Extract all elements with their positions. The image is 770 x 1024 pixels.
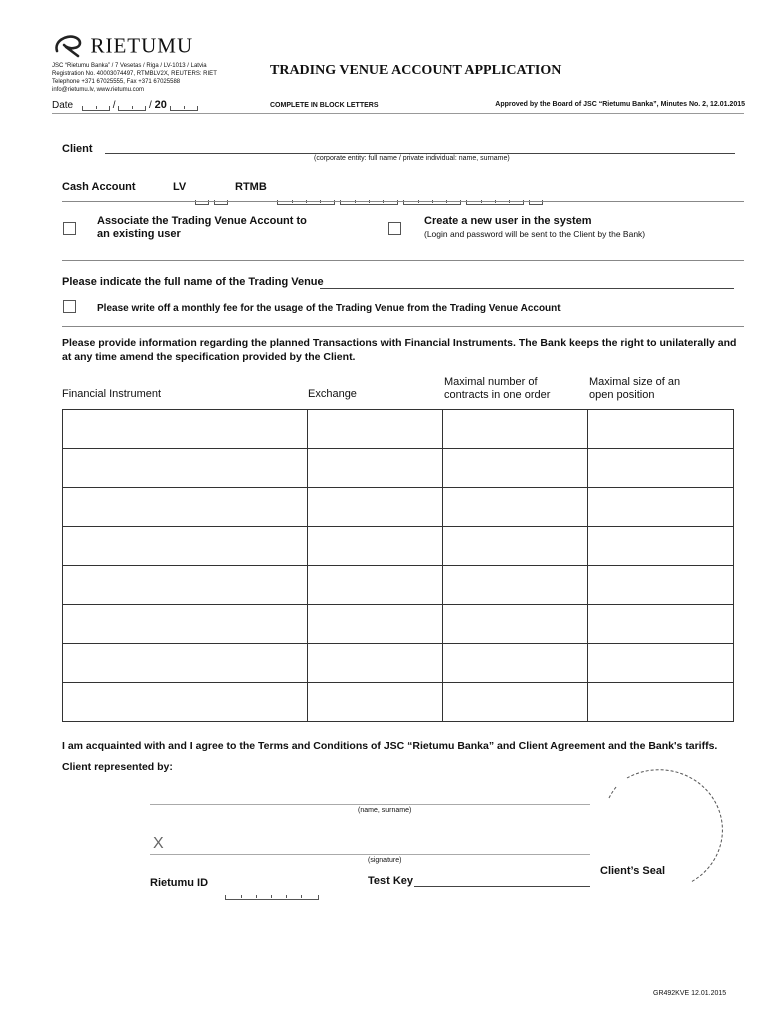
table-cell[interactable] [63, 683, 308, 722]
rietumu-logo-icon [52, 33, 86, 59]
bank-info [52, 62, 217, 94]
lv-label: LV [173, 181, 187, 193]
table-cell[interactable] [588, 449, 734, 488]
rtmb-label: RTMB [235, 181, 267, 193]
transactions-info: Please provide information regarding the planned Transactions with Financial Instruments. The Bank keeps the right to unilaterally and at any time amend the specification provided by the Client. [62, 337, 737, 363]
table-row [63, 449, 734, 488]
cash-account-label: Cash Account [62, 181, 136, 193]
table-cell[interactable] [588, 488, 734, 527]
client-seal-label: Client’s Seal [600, 865, 666, 877]
write-off-fee-checkbox[interactable] [63, 300, 76, 313]
table-cell[interactable] [307, 683, 443, 722]
test-key-label: Test Key [368, 875, 414, 887]
column-header-max-position: Maximal size of an open position [589, 376, 681, 401]
table-row [63, 644, 734, 683]
table-row [63, 683, 734, 722]
date-label: Date [52, 100, 74, 111]
logo [52, 33, 193, 59]
table-row [63, 605, 734, 644]
column-header-max-contracts: Maximal number of contracts in one order [444, 376, 551, 401]
table-cell[interactable] [443, 488, 588, 527]
table-cell[interactable] [63, 605, 308, 644]
table-cell[interactable] [588, 410, 734, 449]
table-cell[interactable] [307, 644, 443, 683]
page-title: TRADING VENUE ACCOUNT APPLICATION [270, 63, 562, 78]
table-cell[interactable] [588, 566, 734, 605]
table-row [63, 566, 734, 605]
table-cell[interactable] [307, 566, 443, 605]
table-cell[interactable] [307, 488, 443, 527]
client-label: Client [62, 143, 93, 155]
name-surname-line[interactable] [150, 804, 590, 805]
table-cell[interactable] [443, 644, 588, 683]
agreement-statement: I am acquainted with and I agree to the Terms and Conditions of JSC “Rietumu Banka” and Client Agreement and the Bank's tariffs. [62, 740, 718, 752]
table-cell[interactable] [588, 683, 734, 722]
table-cell[interactable] [63, 644, 308, 683]
bank-info-line: Registration No. 40003074497, RTMBLV2X, REUTERS: RIET [52, 71, 217, 77]
signature-line[interactable] [150, 854, 590, 855]
table-cell[interactable] [307, 449, 443, 488]
table-cell[interactable] [443, 449, 588, 488]
table-cell[interactable] [588, 644, 734, 683]
date-year-prefix: 20 [154, 99, 167, 111]
client-represented-by-label: Client represented by: [62, 761, 173, 773]
bank-info-line: Telephone +371 67025555, Fax +371 67025588 [52, 79, 181, 85]
table-cell[interactable] [443, 683, 588, 722]
table-row [63, 410, 734, 449]
create-user-label: Create a new user in the system [424, 215, 592, 227]
client-hint: (corporate entity: full name / private individual: name, surname) [314, 155, 510, 162]
trading-venue-label: Please indicate the full name of the Trading Venue [62, 276, 324, 288]
column-header-exchange: Exchange [308, 388, 357, 400]
table-cell[interactable] [443, 605, 588, 644]
name-surname-hint: (name, surname) [358, 807, 412, 814]
create-user-hint: (Login and password will be sent to the Client by the Bank) [424, 229, 646, 239]
table-cell[interactable] [63, 488, 308, 527]
table-cell[interactable] [443, 410, 588, 449]
client-input-line[interactable] [105, 153, 735, 154]
signature-mark: X [153, 835, 164, 852]
table-row [63, 488, 734, 527]
form-code: GR492KVE 12.01.2015 [653, 990, 727, 997]
logo-text: RIETUMU [90, 33, 194, 58]
table-cell[interactable] [63, 566, 308, 605]
table-cell[interactable] [63, 449, 308, 488]
table-cell[interactable] [588, 605, 734, 644]
bank-info-line: JSC “Rietumu Banka” / 7 Vesetas / Riga / LV-1013 / Latvia [52, 63, 207, 69]
bank-info-line: info@rietumu.lv, www.rietumu.com [52, 87, 145, 93]
table-cell[interactable] [307, 410, 443, 449]
table-cell[interactable] [307, 527, 443, 566]
date-separator: / [149, 100, 152, 111]
rietumu-id-field[interactable] [225, 882, 319, 900]
table-row [63, 527, 734, 566]
associate-account-label: Associate the Trading Venue Account to an existing user [97, 215, 307, 240]
table-cell[interactable] [443, 527, 588, 566]
rietumu-id-label: Rietumu ID [150, 877, 209, 889]
column-header-instrument: Financial Instrument [62, 388, 162, 400]
trading-venue-input-line[interactable] [320, 288, 734, 289]
associate-account-checkbox[interactable] [63, 222, 76, 235]
lv-code-field[interactable] [195, 187, 228, 205]
rtmb-account-field[interactable] [277, 187, 543, 205]
create-user-checkbox[interactable] [388, 222, 401, 235]
block-letters-note: COMPLETE IN BLOCK LETTERS [270, 102, 379, 109]
write-off-fee-label: Please write off a monthly fee for the usage of the Trading Venue from the Trading Venue Account [97, 303, 561, 314]
table-cell[interactable] [588, 527, 734, 566]
signature-hint: (signature) [368, 857, 402, 864]
instruments-table [62, 409, 734, 722]
table-cell[interactable] [63, 527, 308, 566]
approval-note: Approved by the Board of JSC “Rietumu Banka”, Minutes No. 2, 12.01.2015 [495, 101, 745, 108]
table-cell[interactable] [307, 605, 443, 644]
test-key-line[interactable] [414, 886, 590, 887]
date-field[interactable] [52, 99, 198, 111]
date-separator: / [112, 100, 116, 111]
table-cell[interactable] [63, 410, 308, 449]
table-cell[interactable] [443, 566, 588, 605]
